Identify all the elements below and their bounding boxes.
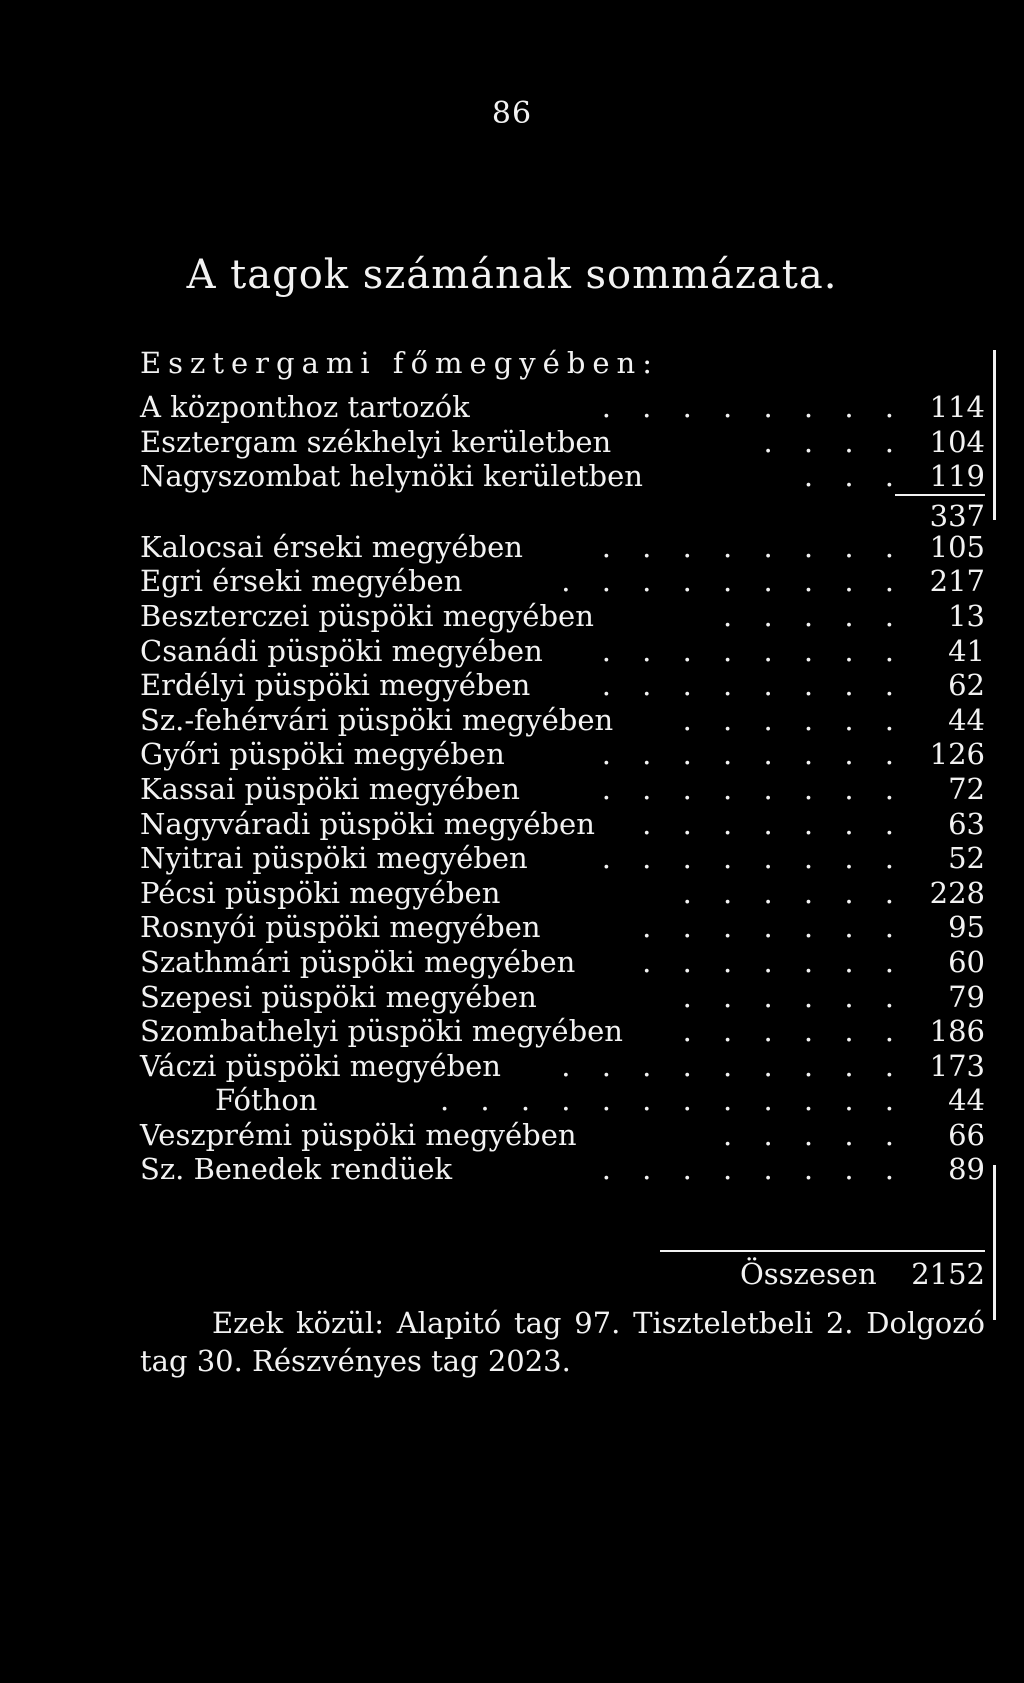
row-label: Erdélyi püspöki megyében xyxy=(140,668,531,703)
row-value: 79 xyxy=(948,979,985,1014)
dot-leader: . . . . . . xyxy=(682,1014,905,1049)
table-row xyxy=(140,634,985,669)
summary-paragraph: Ezek közül: Alapitó tag 97. Tiszteletbeli 2. Dolgozó tag 30. Részvényes tag 2023. xyxy=(140,1306,985,1378)
dot-leader: . . . . . . . . . . . . xyxy=(439,1083,905,1118)
row-value: 13 xyxy=(948,598,985,633)
table-row xyxy=(140,1152,985,1187)
dot-leader: . . . . . . . . . xyxy=(561,1048,905,1083)
margin-mark xyxy=(993,350,996,520)
section-heading: Esztergami főmegyében: xyxy=(140,346,659,380)
table-row xyxy=(140,668,985,703)
table-row xyxy=(140,1049,985,1084)
dot-leader: . . . . . . . . xyxy=(601,771,905,806)
row-label: Győri püspöki megyében xyxy=(140,737,505,772)
row-label: A központhoz tartozók xyxy=(140,390,470,424)
table-row xyxy=(140,564,985,599)
row-label: Pécsi püspöki megyében xyxy=(140,875,501,910)
row-label: Váczi püspöki megyében xyxy=(140,1048,501,1083)
row-label: Csanádi püspöki megyében xyxy=(140,633,543,668)
dot-leader: . . . . . . . . xyxy=(601,633,905,668)
row-value: 72 xyxy=(948,771,985,806)
dot-leader: . . . . . . . . xyxy=(601,1152,905,1187)
row-value: 44 xyxy=(948,702,985,737)
row-value: 119 xyxy=(929,459,985,494)
row-value: 44 xyxy=(948,1083,985,1118)
page-title: A tagok számának sommázata. xyxy=(186,252,838,298)
row-label: Kassai püspöki megyében xyxy=(140,771,520,806)
dot-leader: . . . . . . . xyxy=(642,944,905,979)
dot-leader: . . . . . . . . xyxy=(601,737,905,772)
archdiocese-group xyxy=(140,390,985,494)
dot-leader: . . . . . . . . xyxy=(601,841,905,876)
table-row xyxy=(140,910,985,945)
dot-leader: . . . . . . . . xyxy=(601,529,905,564)
margin-mark xyxy=(993,1165,996,1320)
subtotal-value: 337 xyxy=(929,498,985,533)
row-label: Szombathelyi püspöki megyében xyxy=(140,1014,623,1049)
row-value: 95 xyxy=(948,910,985,945)
row-value: 66 xyxy=(948,1117,985,1152)
dot-leader: . . . . . . . . xyxy=(601,668,905,703)
row-value: 217 xyxy=(929,564,985,599)
total-rule xyxy=(660,1250,985,1252)
dot-leader: . . . . . . . . . xyxy=(561,564,905,599)
row-label: Esztergam székhelyi kerületben xyxy=(140,424,612,459)
row-value: 105 xyxy=(929,529,985,564)
table-row xyxy=(140,1083,985,1118)
dot-leader: . . . . . . . xyxy=(642,910,905,945)
row-label: Kalocsai érseki megyében xyxy=(140,529,523,564)
table-row xyxy=(140,703,985,738)
dot-leader: . . . . xyxy=(763,424,905,459)
table-row xyxy=(140,945,985,980)
row-label: Szathmári püspöki megyében xyxy=(140,944,576,979)
dot-leader: . . . . . . . . xyxy=(601,390,905,424)
dot-leader: . . . . . . xyxy=(682,875,905,910)
row-label: Fóthon xyxy=(215,1083,318,1118)
row-value: 126 xyxy=(929,737,985,772)
table-row xyxy=(140,459,985,494)
dot-leader: . . . . . xyxy=(723,598,905,633)
row-label: Sz. Benedek rendüek xyxy=(140,1152,453,1187)
membership-table xyxy=(140,390,985,1187)
row-value: 173 xyxy=(929,1048,985,1083)
total-value: 2152 xyxy=(911,1257,985,1291)
diocese-group xyxy=(140,530,985,1187)
row-value: 52 xyxy=(948,841,985,876)
row-value: 41 xyxy=(948,633,985,668)
table-row xyxy=(140,1118,985,1153)
row-label: Rosnyói püspöki megyében xyxy=(140,910,541,945)
dot-leader: . . . . . . . xyxy=(642,806,905,841)
dot-leader: . . . . . . xyxy=(682,702,905,737)
table-row xyxy=(140,737,985,772)
total-label: Összesen xyxy=(740,1257,877,1291)
row-value: 89 xyxy=(948,1152,985,1187)
table-row xyxy=(140,772,985,807)
row-label: Szepesi püspöki megyében xyxy=(140,979,537,1014)
table-row xyxy=(140,390,985,425)
row-value: 186 xyxy=(929,1014,985,1049)
row-value: 60 xyxy=(948,944,985,979)
table-row xyxy=(140,1014,985,1049)
row-label: Nagyszombat helynöki kerületben xyxy=(140,459,643,494)
row-value: 228 xyxy=(929,875,985,910)
row-value: 114 xyxy=(929,390,985,424)
row-label: Beszterczei püspöki megyében xyxy=(140,598,594,633)
dot-leader: . . . . . xyxy=(723,1117,905,1152)
page-number: 86 xyxy=(491,96,533,131)
dot-leader: . . . xyxy=(803,459,905,494)
subtotal-row xyxy=(140,494,985,533)
table-row xyxy=(140,599,985,634)
table-row xyxy=(140,841,985,876)
table-row xyxy=(140,980,985,1015)
row-value: 104 xyxy=(929,424,985,459)
row-label: Veszprémi püspöki megyében xyxy=(140,1117,577,1152)
row-value: 63 xyxy=(948,806,985,841)
table-row xyxy=(140,807,985,842)
row-value: 62 xyxy=(948,668,985,703)
row-label: Sz.-fehérvári püspöki megyében xyxy=(140,702,614,737)
table-row xyxy=(140,425,985,460)
row-label: Nagyváradi püspöki megyében xyxy=(140,806,595,841)
row-label: Egri érseki megyében xyxy=(140,564,463,599)
dot-leader: . . . . . . xyxy=(682,979,905,1014)
table-row xyxy=(140,876,985,911)
table-row xyxy=(140,530,985,565)
row-label: Nyitrai püspöki megyében xyxy=(140,841,528,876)
